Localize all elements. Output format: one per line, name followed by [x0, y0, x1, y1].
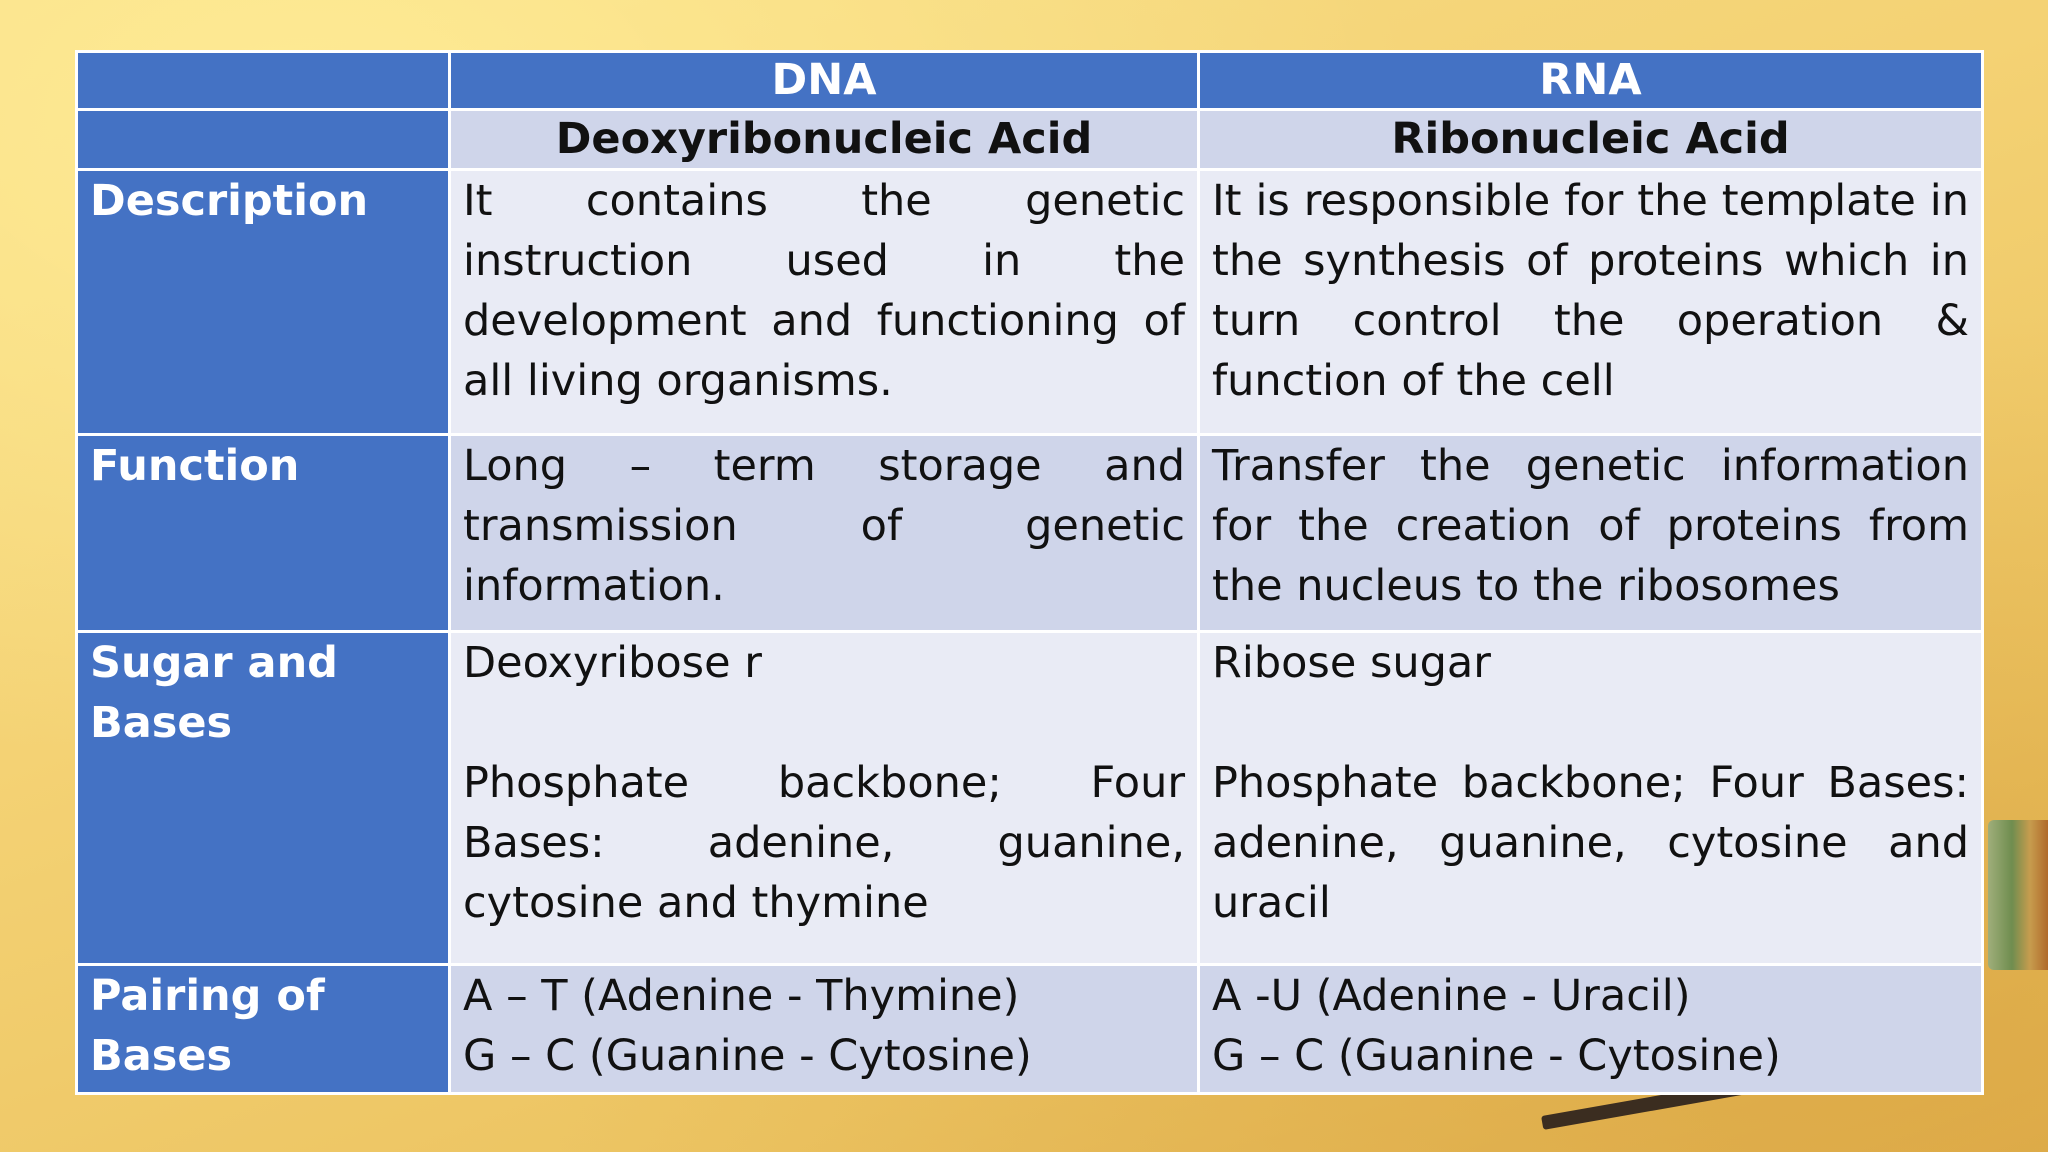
cell-sugar-rna-line2: Phosphate backbone; Four Bases: adenine, guanine, cytosine and uracil: [1212, 758, 1969, 929]
cell-sugar-dna: [450, 632, 1199, 965]
subheader-row: [77, 110, 1983, 170]
row-description: [77, 170, 1983, 435]
cell-pairing-dna-line1: A – T (Adenine - Thymine): [463, 971, 1020, 1022]
cell-pairing-dna-line2: G – C (Guanine - Cytosine): [463, 1031, 1032, 1082]
subheader-corner-cell: [77, 110, 450, 170]
cell-pairing-dna: [450, 965, 1199, 1094]
cell-pairing-rna-line2: G – C (Guanine - Cytosine): [1212, 1031, 1781, 1082]
comparison-table-container: [75, 50, 1981, 1095]
header-corner-cell: [77, 52, 450, 110]
cell-sugar-dna-line1: Deoxyribose r: [463, 638, 762, 689]
cell-description-dna: It contains the genetic instruction used in the development and functioning of all living organisms.: [450, 170, 1199, 435]
cell-description-rna: It is responsible for the template in the synthesis of proteins which in turn control the operation & function of the cell: [1199, 170, 1983, 435]
row-pairing-of-bases: [77, 965, 1983, 1094]
cell-function-dna: Long – term storage and transmission of genetic information.: [450, 435, 1199, 632]
book-decoration: [1988, 820, 2048, 970]
cell-sugar-rna: [1199, 632, 1983, 965]
row-label-sugar-and-bases: Sugar and Bases: [77, 632, 450, 965]
cell-pairing-rna: [1199, 965, 1983, 1094]
header-row: [77, 52, 1983, 110]
header-dna: DNA: [450, 52, 1199, 110]
cell-function-rna: Transfer the genetic information for the creation of proteins from the nucleus to the ribosomes: [1199, 435, 1983, 632]
subheader-rna: Ribonucleic Acid: [1199, 110, 1983, 170]
subheader-dna: Deoxyribonucleic Acid: [450, 110, 1199, 170]
cell-pairing-rna-line1: A -U (Adenine - Uracil): [1212, 971, 1691, 1022]
header-rna: RNA: [1199, 52, 1983, 110]
row-label-function: Function: [77, 435, 450, 632]
row-sugar-and-bases: [77, 632, 1983, 965]
cell-sugar-dna-line2: Phosphate backbone; Four Bases: adenine, guanine, cytosine and thymine: [463, 758, 1185, 929]
cell-sugar-rna-line1: Ribose sugar: [1212, 638, 1491, 689]
row-function: [77, 435, 1983, 632]
row-label-description: Description: [77, 170, 450, 435]
dna-rna-comparison-table: [75, 50, 1984, 1095]
row-label-pairing-of-bases: Pairing of Bases: [77, 965, 450, 1094]
